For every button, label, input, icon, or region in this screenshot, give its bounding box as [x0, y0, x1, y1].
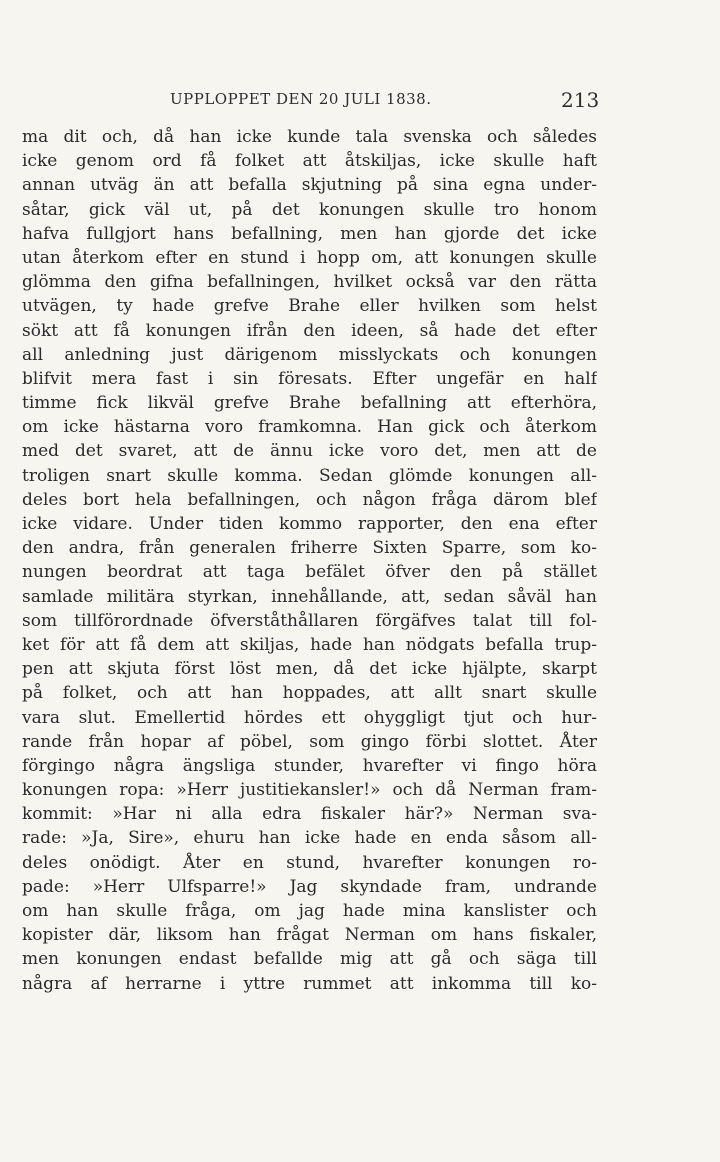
- text-line: all anledning just därigenom misslyckats och konungen: [22, 344, 597, 365]
- text-line: samlade militära styrkan, innehållande, att, sedan såväl han: [22, 586, 597, 607]
- text-line: den andra, från generalen friherre Sixten Sparre, som ko-: [22, 538, 597, 559]
- text-line: pen att skjuta först löst men, då det icke hjälpte, skarpt: [22, 659, 597, 680]
- text-line: utvägen, ty hade grefve Brahe eller hvilken som helst: [22, 296, 597, 317]
- running-title: UPPLOPPET DEN 20 JULI 1838.: [170, 90, 432, 108]
- text-line: konungen ropa: »Herr justitiekansler!» och då Nerman fram-: [22, 780, 597, 801]
- text-line: blifvit mera fast i sin föresats. Efter ungefär en half: [22, 368, 597, 389]
- text-line: om han skulle fråga, om jag hade mina kanslister och: [22, 901, 597, 921]
- text-line: nungen beordrat att taga befälet öfver den på stället: [22, 562, 597, 583]
- text-line: sökt att få konungen ifrån den ideen, så hade det efter: [22, 320, 597, 341]
- text-line: vara slut. Emellertid hördes ett ohyggligt tjut och hur-: [22, 707, 597, 728]
- text-line: deles bort hela befallningen, och någon fråga därom blef: [22, 489, 597, 510]
- text-line: förgingo några ängsliga stunder, hvarefter vi fingo höra: [22, 755, 597, 776]
- page-number: 213: [561, 88, 600, 112]
- text-line: utan återkom efter en stund i hopp om, att konungen skulle: [22, 247, 597, 268]
- text-line: icke genom ord få folket att åtskiljas, icke skulle haft: [22, 151, 597, 172]
- text-line: pade: »Herr Ulfsparre!» Jag skyndade fram, undrande: [22, 876, 597, 897]
- text-line: annan utväg än att befalla skjutning på sina egna under-: [22, 175, 597, 196]
- page-header: [0, 88, 720, 114]
- text-line: timme fick likväl grefve Brahe befallning att efterhöra,: [22, 393, 597, 414]
- text-line: såtar, gick väl ut, på det konungen skulle tro honom: [22, 199, 597, 220]
- text-line: med det svaret, att de ännu icke voro det, men att de: [22, 441, 597, 462]
- text-line: rade: »Ja, Sire», ehuru han icke hade en enda såsom all-: [22, 828, 597, 849]
- text-line: kommit: »Har ni alla edra fiskaler här?» Nerman sva-: [22, 804, 597, 825]
- text-line: på folket, och att han hoppades, att allt snart skulle: [22, 683, 597, 704]
- text-line: rande från hopar af pöbel, som gingo förbi slottet. Åter: [22, 731, 597, 752]
- text-line: glömma den gifna befallningen, hvilket också var den rätta: [22, 272, 597, 293]
- text-line: icke vidare. Under tiden kommo rapporter, den ena efter: [22, 514, 597, 534]
- body-text: [22, 125, 597, 996]
- text-line: ket för att få dem att skiljas, hade han nödgats befalla trup-: [22, 634, 597, 655]
- text-line: deles onödigt. Åter en stund, hvarefter konungen ro-: [22, 852, 597, 873]
- text-line: om icke hästarna voro framkomna. Han gick och återkom: [22, 417, 597, 438]
- text-line: hafva fullgjort hans befallning, men han gjorde det icke: [22, 223, 597, 244]
- text-line: några af herrarne i yttre rummet att inkomma till ko-: [22, 973, 597, 994]
- text-line: men konungen endast befallde mig att gå och säga till: [22, 949, 597, 970]
- text-line: troligen snart skulle komma. Sedan glömde konungen all-: [22, 465, 597, 486]
- text-line: kopister där, liksom han frågat Nerman om hans fiskaler,: [22, 925, 597, 946]
- text-line: som tillförordnade öfverståthållaren förgäfves talat till fol-: [22, 610, 597, 631]
- text-line: ma dit och, då han icke kunde tala svenska och således: [22, 127, 597, 147]
